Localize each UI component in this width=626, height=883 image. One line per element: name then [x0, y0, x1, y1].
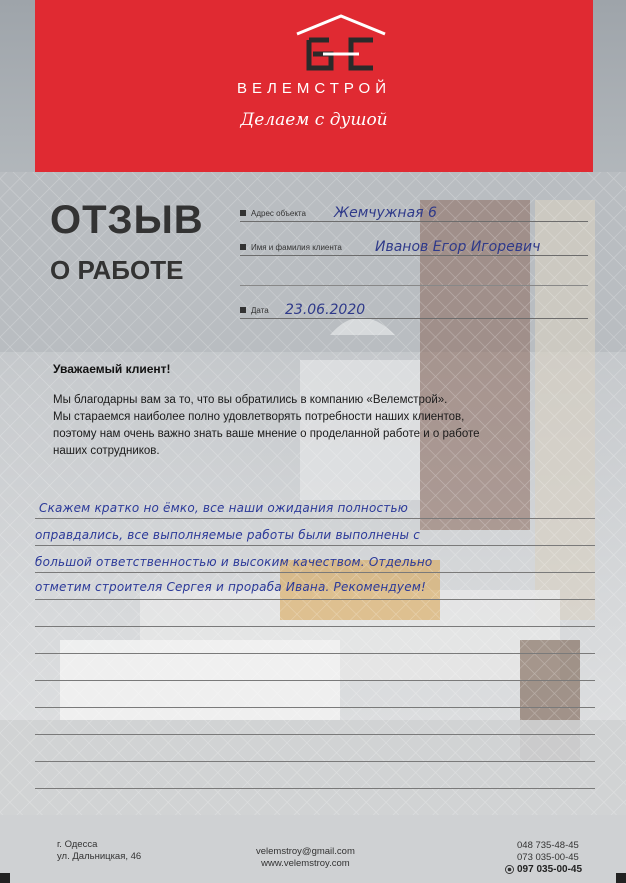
footer-street: ул. Дальницкая, 46 — [57, 851, 142, 862]
address-label: Адрес объекта — [251, 209, 306, 218]
field-bullet — [240, 244, 246, 250]
review-line: большой ответственностью и высоким качеством. Отдельно — [35, 555, 433, 569]
footer-city: г. Одесса — [57, 839, 98, 850]
client-name-value: Иванов Егор Игоревич — [375, 239, 541, 255]
intro-line: поэтому нам очень важно знать ваше мнение о проделанной работе и о работе — [53, 428, 480, 440]
ruled-line — [35, 707, 595, 708]
handwritten-review — [35, 500, 595, 610]
intro-text — [53, 392, 573, 460]
review-line: Скажем кратко но ёмко, все наши ожидания полностью — [39, 501, 409, 515]
ruled-line — [35, 761, 595, 762]
page-title: ОТЗЫВ — [50, 198, 204, 242]
footer-phones — [505, 840, 582, 876]
brand-header — [35, 0, 593, 172]
client-name-label: Имя и фамилия клиента — [251, 243, 342, 252]
field-bullet — [240, 210, 246, 216]
ruled-line — [35, 680, 595, 681]
address-value: Жемчужная 6 — [334, 205, 437, 221]
scan-mark — [0, 873, 10, 883]
intro-line: наших сотрудников. — [53, 445, 160, 457]
footer-address — [57, 839, 141, 863]
review-line: оправдались, все выполняемые работы были выполнены с — [35, 528, 421, 542]
ruled-line — [35, 653, 595, 654]
ruled-line — [35, 734, 595, 735]
ruled-line — [35, 626, 595, 627]
greeting: Уважаемый клиент! — [53, 362, 171, 376]
page-subtitle: О РАБОТЕ — [50, 255, 184, 285]
address-field[interactable] — [240, 195, 588, 222]
company-logo — [293, 12, 389, 76]
footer-phone[interactable]: 097 035-00-45 — [517, 864, 583, 875]
brand-name: ВЕЛЕМСТРОЙ — [237, 80, 391, 97]
intro-line: Мы стараемся наиболее полно удовлетворять потребности наших клиентов, — [53, 411, 465, 423]
footer-email[interactable]: velemstroy@gmail.com — [256, 846, 355, 857]
phone-icon — [505, 865, 514, 874]
date-label: Дата — [251, 306, 269, 315]
footer-phone[interactable]: 073 035-00-45 — [517, 852, 579, 863]
footer-site[interactable]: www.velemstroy.com — [261, 858, 350, 869]
field-bullet — [240, 307, 246, 313]
scan-mark — [616, 873, 626, 883]
intro-line: Мы благодарны вам за то, что вы обратились в компанию «Велемстрой». — [53, 394, 448, 406]
brand-slogan: Делаем с душой — [240, 110, 388, 130]
footer-phone-row — [505, 864, 582, 876]
date-value: 23.06.2020 — [285, 302, 366, 318]
client-name-field[interactable] — [240, 229, 588, 256]
footer-phone[interactable]: 048 735-48-45 — [517, 840, 579, 851]
footer-contacts — [256, 846, 355, 870]
blank-field-line[interactable] — [240, 259, 588, 286]
ruled-line — [35, 788, 595, 789]
date-field[interactable] — [240, 292, 588, 319]
review-line: отметим строителя Сергея и прораба Ивана. Рекомендуем! — [35, 580, 427, 594]
footer — [0, 815, 626, 883]
